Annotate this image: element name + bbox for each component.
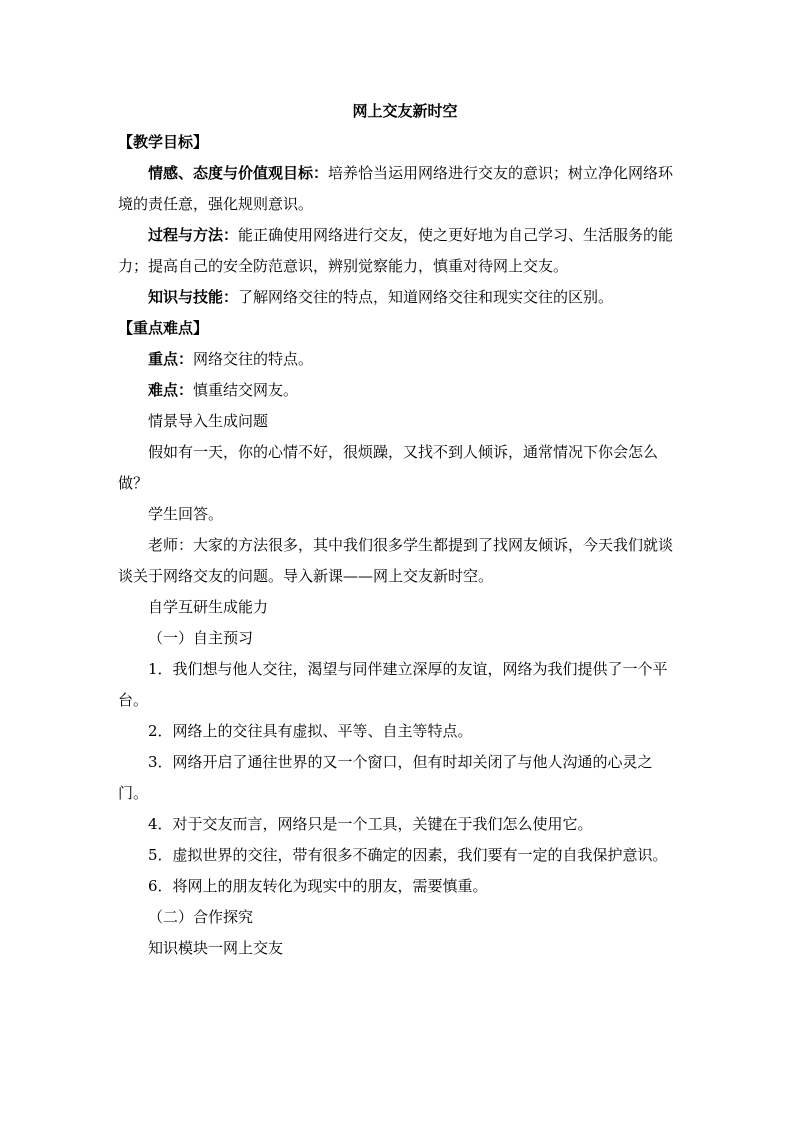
key-text: 网络交往的特点。 — [193, 350, 314, 368]
process-objective — [118, 220, 680, 282]
colon: ： — [178, 536, 194, 554]
module-heading: 知识模块一网上交友 — [148, 939, 284, 957]
emotion-label: 情感、态度与价值观目标 — [148, 164, 314, 182]
list-item: 4．对于交友而言，网络只是一个工具，关键在于我们怎么使用它。 — [148, 815, 593, 833]
colon: ： — [178, 350, 194, 368]
key-label: 重点 — [148, 350, 179, 368]
intro-heading: 情景导入生成问题 — [148, 412, 269, 430]
list-item: 3．网络开启了通往世界的又一个窗口，但有时却关闭了与他人沟通的心灵之门。 — [118, 753, 653, 802]
colon: ： — [313, 164, 329, 182]
key-point — [118, 344, 680, 375]
difficulty-point — [118, 375, 680, 406]
intro-question: 假如有一天，你的心情不好，很烦躁，又找不到人倾诉，通常情况下你会怎么做？ — [118, 443, 659, 492]
emotion-text: 培养恰当运用网络进行交友的意识；树立净化网络环境的责任意，强化规则意识。 — [118, 164, 674, 213]
knowledge-label: 知识与技能 — [148, 288, 224, 306]
page-title: 网上交友新时空 — [352, 102, 458, 120]
document-page — [118, 96, 680, 964]
colon: ： — [223, 226, 239, 244]
knowledge-objective — [118, 282, 680, 313]
list-item: 2．网络上的交往具有虚拟、平等、自主等特点。 — [148, 722, 473, 740]
self-study-heading: 自学互研生成能力 — [148, 598, 269, 616]
student-answer: 学生回答。 — [148, 505, 224, 523]
coop-heading: （二）合作探究 — [148, 908, 254, 926]
colon: ： — [223, 288, 239, 306]
emotion-objective — [118, 158, 680, 220]
teacher-text: 大家的方法很多，其中我们很多学生都提到了找网友倾诉，今天我们就谈谈关于网络交友的问题。导入新课——网上交友新时空。 — [118, 536, 674, 585]
keypoints-heading: 【重点难点】 — [118, 319, 209, 337]
knowledge-text: 了解网络交往的特点，知道网络交往和现实交往的区别。 — [238, 288, 614, 306]
teacher-label: 老师 — [148, 536, 179, 554]
process-label: 过程与方法 — [148, 226, 224, 244]
colon: ： — [178, 381, 194, 399]
teacher-paragraph — [118, 530, 680, 592]
objectives-heading: 【教学目标】 — [118, 133, 209, 151]
preview-heading: （一）自主预习 — [148, 629, 254, 647]
list-item: 6．将网上的朋友转化为现实中的朋友，需要慎重。 — [148, 877, 488, 895]
difficulty-text: 慎重结交网友。 — [193, 381, 299, 399]
list-item: 5．虚拟世界的交往，带有很多不确定的因素，我们要有一定的自我保护意识。 — [148, 846, 668, 864]
process-text: 能正确使用网络进行交友，使之更好地为自己学习、生活服务的能力；提高自己的安全防范意识，辨别觉察能力，慎重对待网上交友。 — [118, 226, 674, 275]
difficulty-label: 难点 — [148, 381, 179, 399]
list-item: 1．我们想与他人交往，渴望与同伴建立深厚的友谊，网络为我们提供了一个平台。 — [118, 660, 668, 709]
